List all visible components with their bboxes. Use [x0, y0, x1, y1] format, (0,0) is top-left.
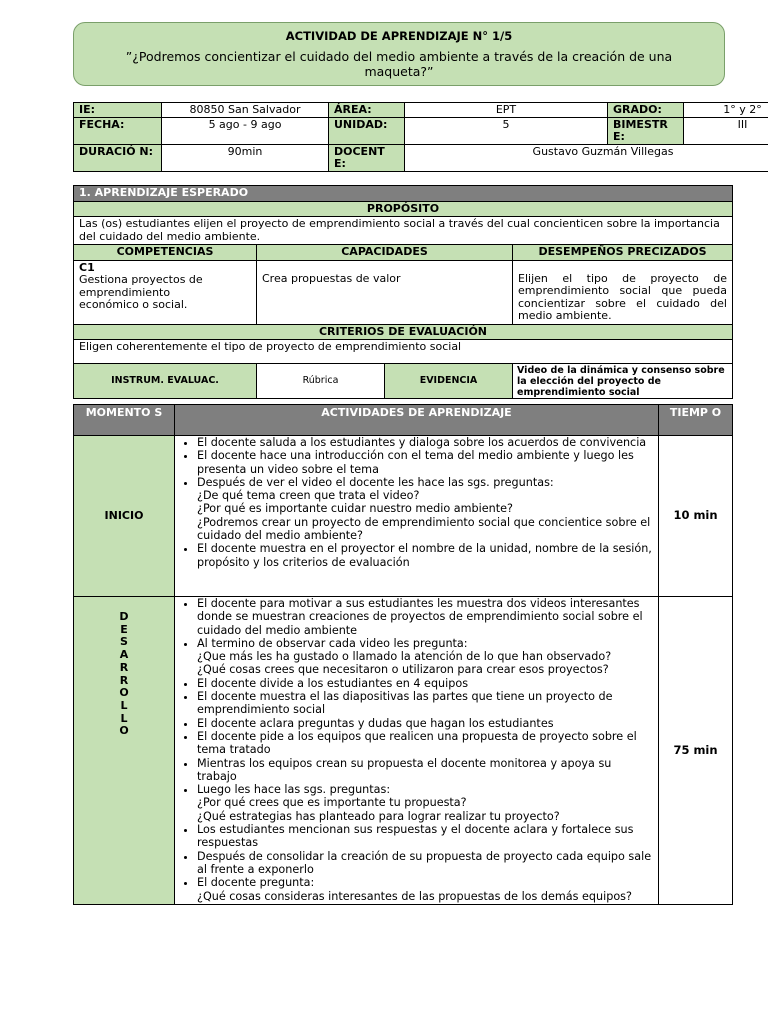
aprendizaje-table: [73, 185, 733, 399]
desarrollo-label-cell: [74, 597, 175, 905]
activity-item: • Mientras los equipos crean su propuesta el docente monitorea y apoya su trabajo: [197, 757, 653, 784]
instrum-value: Rúbrica: [257, 364, 385, 399]
fecha-value: 5 ago - 9 ago: [162, 118, 329, 145]
inicio-label: INICIO: [74, 436, 175, 597]
activity-item: • El docente aclara preguntas y dudas que hagan los estudiantes: [197, 717, 653, 730]
info-table: [73, 102, 768, 172]
activity-header: [73, 22, 725, 86]
proposito-text: Las (os) estudiantes elijen el proyecto de emprendimiento social a través del cual concienticen sobre la importancia del cuidado del medio ambiente.: [74, 217, 733, 245]
ie-label: IE:: [74, 103, 162, 118]
criterios-text: Eligen coherentemente el tipo de proyecto de emprendimiento social: [74, 340, 733, 364]
activity-item: • El docente hace una introducción con el tema del medio ambiente y luego les presenta un video sobre el tema: [197, 449, 653, 476]
activity-item: • El docente muestra el las diapositivas las partes que tiene un proyecto de emprendimiento social: [197, 690, 653, 717]
duracion-value: 90min: [162, 145, 329, 172]
section-title: 1. APRENDIZAJE ESPERADO: [74, 186, 733, 202]
criterios-label: CRITERIOS DE EVALUACIÓN: [74, 324, 733, 340]
activity-subtitle: ”¿Podremos concientizar el cuidado del medio ambiente a través de la creación de una maqueta?”: [125, 49, 673, 79]
evidencia-value: Video de la dinámica y consenso sobre la elección del proyecto de emprendimiento social: [513, 364, 733, 399]
area-label: ÁREA:: [329, 103, 405, 118]
docente-value: Gustavo Guzmán Villegas: [405, 145, 768, 172]
activity-item: • Los estudiantes mencionan sus respuestas y el docente aclara y fortalece sus respuestas: [197, 823, 653, 850]
inicio-activities: [175, 436, 659, 597]
activity-item: • Después de consolidar la creación de su propuesta de proyecto cada equipo sale al frente a exponerlo: [197, 850, 653, 877]
grado-label: GRADO:: [608, 103, 684, 118]
instrum-label: INSTRUM. EVALUAC.: [74, 364, 257, 399]
desarrollo-list: [180, 597, 653, 903]
activity-item: • El docente para motivar a sus estudiantes les muestra dos videos interesantes donde se muestran creaciones de proyectos de emprendimiento social sobre el cuidado del medio ambiente: [197, 597, 653, 637]
activity-item: • El docente saluda a los estudiantes y dialoga sobre los acuerdos de convivencia: [197, 436, 653, 449]
activity-item: • El docente muestra en el proyector el nombre de la unidad, nombre de la sesión, propósito y los criterios de evaluación: [197, 542, 653, 569]
capacidades-label: CAPACIDADES: [257, 245, 513, 261]
activity-item: • Después de ver el video el docente les hace las sgs. preguntas: ¿De qué tema creen que trata el video? ¿Por qué es importante cuidar nuestro medio ambiente? ¿Podremos crear un proyecto de emprendimiento social que concientice sobre el cuidado del medio ambiente?: [197, 476, 653, 542]
inicio-time: 10 min: [659, 436, 733, 597]
competencia-text: Gestiona proyectos de emprendimiento económico o social.: [79, 273, 203, 311]
col-momentos: MOMENTO S: [74, 405, 175, 436]
competencia-code: C1: [79, 260, 95, 274]
bimestre-label: BIMESTR E:: [608, 118, 684, 145]
evidencia-label: EVIDENCIA: [385, 364, 513, 399]
col-tiempo: TIEMP O: [659, 405, 733, 436]
col-actividades: ACTIVIDADES DE APRENDIZAJE: [175, 405, 659, 436]
activity-item: • El docente divide a los estudiantes en 4 equipos: [197, 677, 653, 690]
desempenos-label: DESEMPEÑOS PRECIZADOS: [513, 245, 733, 261]
actividades-table: [73, 404, 733, 905]
area-value: EPT: [405, 103, 608, 118]
bimestre-value: III: [684, 118, 768, 145]
grado-value: 1° y 2°: [684, 103, 768, 118]
unidad-value: 5: [405, 118, 608, 145]
desarrollo-time: 75 min: [659, 597, 733, 905]
desarrollo-activities: [175, 597, 659, 905]
ie-value: 80850 San Salvador: [162, 103, 329, 118]
activity-item: • Luego les hace las sgs. preguntas: ¿Por qué crees que es importante tu propuesta? ¿Qué estrategias has planteado para lograr realizar tu proyecto?: [197, 783, 653, 823]
capacidad-text: Crea propuestas de valor: [257, 260, 513, 324]
docente-label: DOCENT E:: [329, 145, 405, 172]
desempeno-text: Elijen el tipo de proyecto de emprendimiento social que pueda concientizar sobre el cuidado del medio ambiente.: [513, 260, 733, 324]
activity-item: • El docente pregunta: ¿Qué cosas consideras interesantes de las propuestas de los demás equipos?: [197, 876, 653, 903]
competencias-label: COMPETENCIAS: [74, 245, 257, 261]
desarrollo-label: D E S A R R O L L O: [119, 610, 129, 738]
activity-title: ACTIVIDAD DE APRENDIZAJE N° 1/5: [285, 29, 513, 43]
competencia-cell: [74, 260, 257, 324]
inicio-list: [180, 436, 653, 569]
proposito-label: PROPÓSITO: [74, 201, 733, 217]
activity-item: • El docente pide a los equipos que realicen una propuesta de proyecto sobre el tema tratado: [197, 730, 653, 757]
fecha-label: FECHA:: [74, 118, 162, 145]
duracion-label: DURACIÓ N:: [74, 145, 162, 172]
activity-item: • Al termino de observar cada video les pregunta: ¿Que más les ha gustado o llamado la atención de lo que han observado? ¿Qué cosas crees que necesitaron o utilizaron para crear esos proyectos?: [197, 637, 653, 677]
unidad-label: UNIDAD:: [329, 118, 405, 145]
